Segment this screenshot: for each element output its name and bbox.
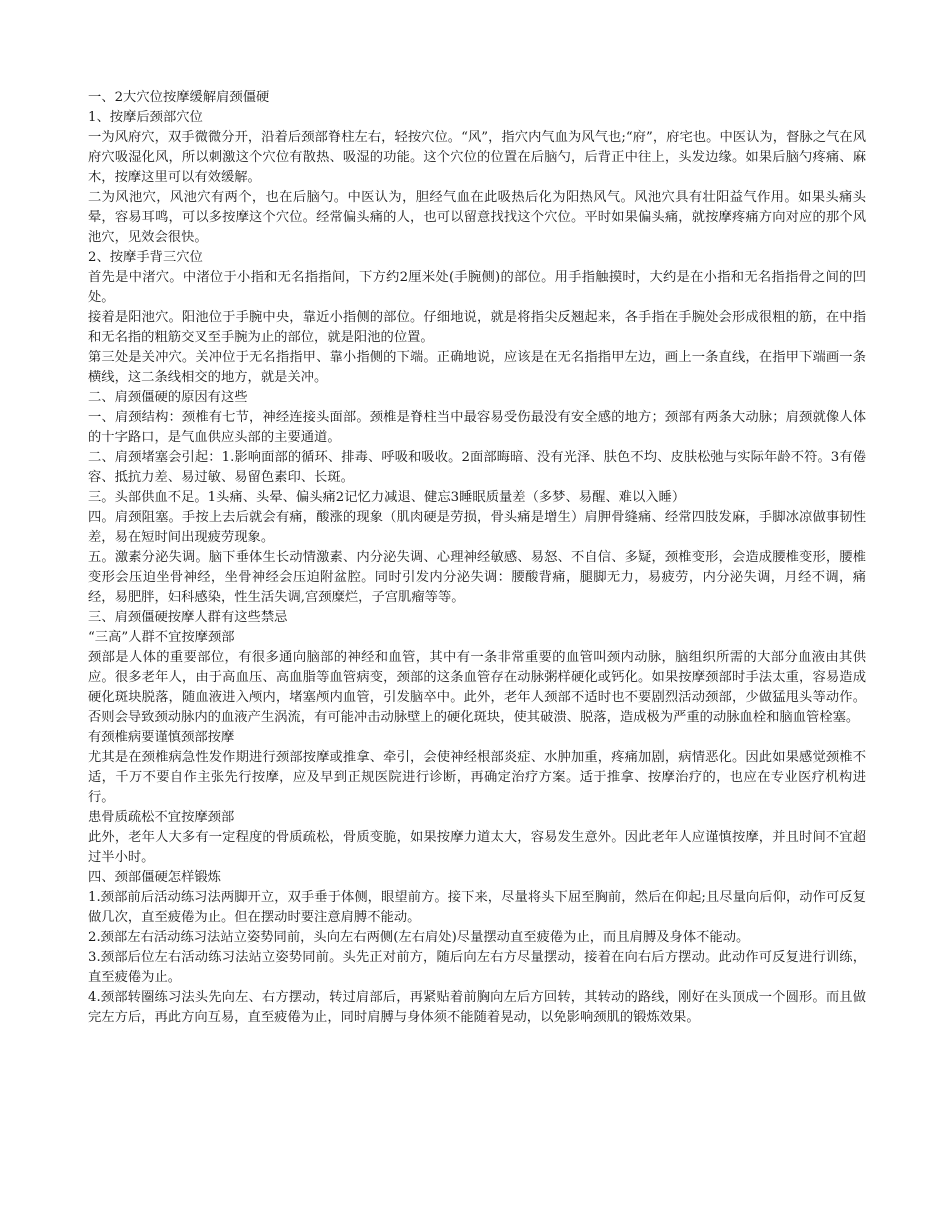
document-body bbox=[88, 88, 866, 1028]
section-heading-4: 四、颈部僵硬怎样锻炼 bbox=[88, 870, 221, 885]
section-heading-2: 二、肩颈僵硬的原因有这些 bbox=[88, 390, 248, 405]
paragraph-exercise-4: 4.颈部转圈练习法头先向左、右方摆动，转过肩部后，再紧贴着前胸向左后方回转，其转动的路线，刚好在头顶成一个圆形。而且做完左方后，再此方向互易，直至疲倦为止，同时肩膊与身体须不能随着晃动，以免影响颈肌的锻炼效果。 bbox=[88, 990, 866, 1025]
section-heading-1: 一、2大穴位按摩缓解肩颈僵硬 bbox=[88, 90, 270, 105]
paragraph-guanchong: 第三处是关冲穴。关冲位于无名指指甲、靠小指侧的下端。正确地说，应该是在无名指指甲左边，画上一条直线，在指甲下端画一条横线，这二条线相交的地方，就是关冲。 bbox=[88, 350, 866, 385]
subheading-3-3: 患骨质疏松不宜按摩颈部 bbox=[88, 810, 235, 825]
paragraph-cause-5: 五。激素分泌失调。脑下垂体生长动情激素、内分泌失调、心理神经敏感、易怒、不自信、多疑，颈椎变形，会造成腰椎变形，腰椎变形会压迫坐骨神经，坐骨神经会压迫附盆腔。同时引发内分泌失调：腰酸背痛，腿脚无力，易疲劳，内分泌失调，月经不调，痛经，易肥胖，妇科感染，性生活失调,宫颈糜烂，子宫肌瘤等等。 bbox=[88, 550, 866, 605]
paragraph-cervical: 尤其是在颈椎病急性发作期进行颈部按摩或推拿、牵引，会使神经根部炎症、水肿加重，疼痛加剧，病情恶化。因此如果感觉颈椎不适，千万不要自作主张先行按摩，应及早到正规医院进行诊断，再确定治疗方案。适于推拿、按摩治疗的，也应在专业医疗机构进行。 bbox=[88, 750, 866, 805]
paragraph-three-highs: 颈部是人体的重要部位，有很多通向脑部的神经和血管，其中有一条非常重要的血管叫颈内动脉，脑组织所需的大部分血液由其供应。很多老年人，由于高血压、高血脂等血管病变，颈部的这条血管存在动脉粥样硬化或钙化。如果按摩颈部时手法太重，容易造成硬化斑块脱落，随血液进入颅内，堵塞颅内血管，引发脑卒中。此外，老年人颈部不适时也不要剧烈活动颈部，少做猛甩头等动作。否则会导致颈动脉内的血液产生涡流，有可能冲击动脉壁上的硬化斑块，使其破溃、脱落，造成极为严重的动脉血栓和脑血管栓塞。 bbox=[88, 650, 866, 725]
paragraph-cause-2: 二、肩颈堵塞会引起：1.影响面部的循环、排毒、呼吸和吸收。2面部晦暗、没有光泽、肤色不均、皮肤松弛与实际年龄不符。3有倦容、抵抗力差、易过敏、易留色素印、长斑。 bbox=[88, 450, 866, 485]
paragraph-cause-1: 一、肩颈结构：颈椎有七节，神经连接头面部。颈椎是脊柱当中最容易受伤最没有安全感的地方；颈部有两条大动脉；肩颈就像人体的十字路口，是气血供应头部的主要通道。 bbox=[88, 410, 866, 445]
subheading-1-2: 2、按摩手背三穴位 bbox=[88, 250, 203, 265]
paragraph-exercise-1: 1.颈部前后活动练习法两脚开立，双手垂于体侧，眼望前方。接下来，尽量将头下屈至胸前，然后在仰起;且尽量向后仰，动作可反复做几次，直至疲倦为止。但在摆动时要注意肩膊不能动。 bbox=[88, 890, 866, 925]
subheading-3-2: 有颈椎病要谨慎颈部按摩 bbox=[88, 730, 235, 745]
section-heading-3: 三、肩颈僵硬按摩人群有这些禁忌 bbox=[88, 610, 288, 625]
subheading-3-1: “三高”人群不宜按摩颈部 bbox=[88, 630, 235, 645]
paragraph-cause-3: 三。头部供血不足。1头痛、头晕、偏头痛2记忆力减退、健忘3睡眠质量差（多梦、易醒、难以入睡） bbox=[88, 490, 686, 505]
paragraph-yangchi: 接着是阳池穴。阳池位于手腕中央，靠近小指侧的部位。仔细地说，就是将指尖反翘起来，各手指在手腕处会形成很粗的筋，在中指和无名指的粗筋交叉至手腕为止的部位，就是阳池的位置。 bbox=[88, 310, 866, 345]
paragraph-zhongzhu: 首先是中渚穴。中渚位于小指和无名指指间，下方约2厘米处(手腕侧)的部位。用手指触摸时，大约是在小指和无名指指骨之间的凹处。 bbox=[88, 270, 866, 305]
paragraph-fengfu: 一为风府穴，双手微微分开，沿着后颈部脊柱左右，轻按穴位。“风”，指穴内气血为风气也;“府”，府宅也。中医认为，督脉之气在风府穴吸湿化风，所以刺激这个穴位有散热、吸湿的功能。这个穴位的位置在后脑勺，后背正中往上，头发边缘。如果后脑勺疼痛、麻木，按摩这里可以有效缓解。 bbox=[88, 130, 866, 185]
paragraph-cause-4: 四。肩颈阻塞。手按上去后就会有痛，酸涨的现象（肌肉硬是劳损，骨头痛是增生）肩胛骨缝痛、经常四肢发麻，手脚冰凉做事韧性差，易在短时间出现疲劳现象。 bbox=[88, 510, 866, 545]
paragraph-fengchi: 二为风池穴，风池穴有两个，也在后脑勺。中医认为，胆经气血在此吸热后化为阳热风气。风池穴具有壮阳益气作用。如果头痛头晕，容易耳鸣，可以多按摩这个穴位。经常偏头痛的人，也可以留意找找这个穴位。平时如果偏头痛，就按摩疼痛方向对应的那个风池穴，见效会很快。 bbox=[88, 190, 866, 245]
subheading-1-1: 1、按摩后颈部穴位 bbox=[88, 110, 203, 125]
paragraph-exercise-2: 2.颈部左右活动练习法站立姿势同前，头向左右两侧(左右肩处)尽量摆动直至疲倦为止，而且肩膊及身体不能动。 bbox=[88, 930, 750, 945]
paragraph-osteoporosis: 此外，老年人大多有一定程度的骨质疏松，骨质变脆，如果按摩力道太大，容易发生意外。因此老年人应谨慎按摩，并且时间不宜超过半小时。 bbox=[88, 830, 866, 865]
paragraph-exercise-3: 3.颈部后位左右活动练习法站立姿势同前。头先正对前方，随后向左右方尽量摆动，接着在向右后方摆动。此动作可反复进行训练，直至疲倦为止。 bbox=[88, 950, 866, 985]
